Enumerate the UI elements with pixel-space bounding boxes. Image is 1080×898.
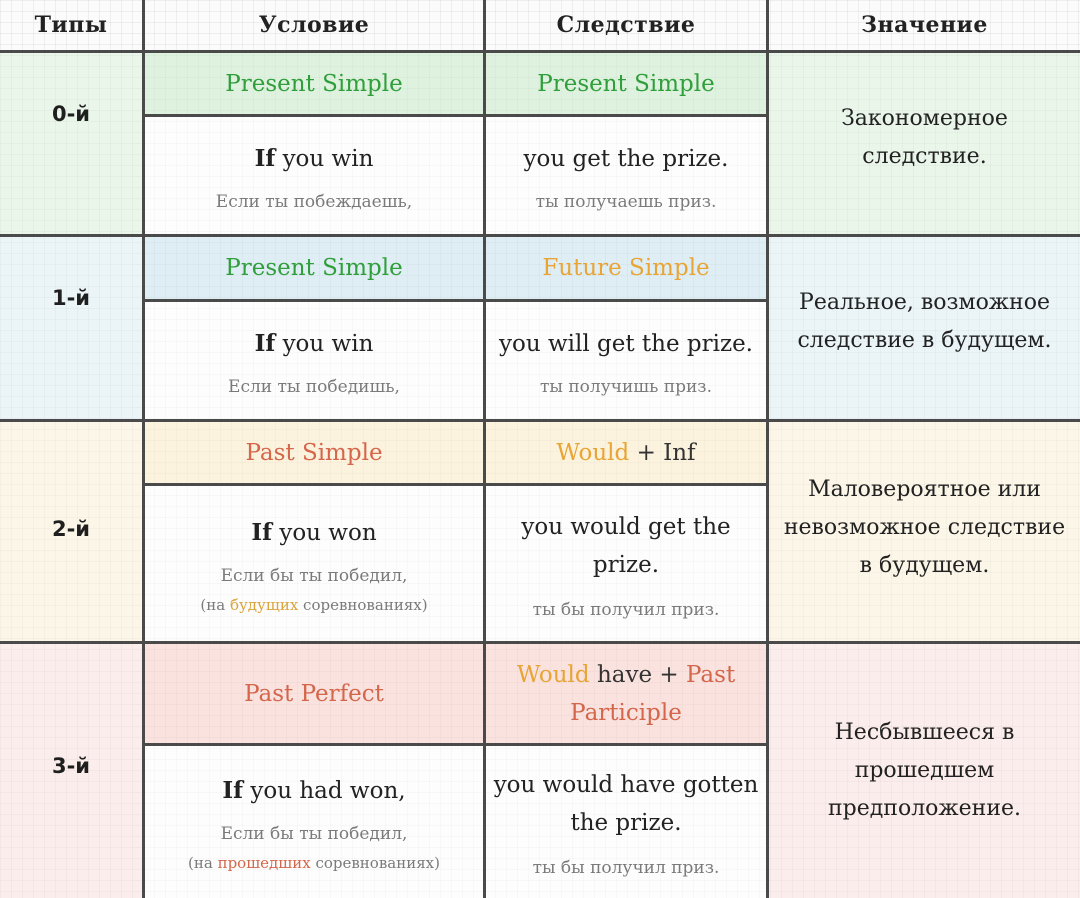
type-1-label: 1-й bbox=[51, 286, 91, 310]
row3-consequence-example bbox=[486, 746, 769, 898]
row2-would: Would bbox=[556, 439, 630, 466]
header-condition-label: Условие bbox=[258, 12, 370, 38]
row3-condition-ru: Если бы ты победил, bbox=[220, 824, 408, 844]
header-consequence-label: Следствие bbox=[556, 12, 696, 38]
row2-condition-en bbox=[251, 514, 376, 552]
header-meaning bbox=[769, 0, 1080, 53]
row0-condition-example bbox=[145, 117, 486, 237]
row0-consequence-example bbox=[486, 117, 769, 237]
row0-consequence-tense-label: Present Simple bbox=[537, 70, 715, 97]
row3-condition-text: you had won, bbox=[250, 778, 406, 804]
row1-condition-en bbox=[255, 325, 374, 363]
row0-condition-ru: Если ты побеждаешь, bbox=[215, 191, 413, 212]
row1-if-word: If bbox=[254, 329, 276, 357]
row0-consequence-en: you get the prize. bbox=[523, 145, 729, 172]
row0-if-word: If bbox=[254, 144, 276, 172]
row2-condition-note bbox=[200, 596, 427, 614]
row3-consequence-tense-line1 bbox=[517, 656, 735, 694]
row2-meaning bbox=[769, 422, 1080, 644]
row2-consequence-en-line1: you would get the bbox=[521, 513, 731, 540]
row3-condition-note bbox=[188, 854, 440, 872]
header-types bbox=[0, 0, 145, 53]
row3-meaning-line1: Несбывшееся в bbox=[834, 720, 1015, 745]
row2-meaning-line1: Маловероятное или bbox=[808, 476, 1041, 502]
header-condition bbox=[145, 0, 486, 53]
row1-condition-tense-label: Present Simple bbox=[225, 255, 403, 281]
row0-meaning bbox=[769, 53, 1080, 237]
row1-condition-text: you win bbox=[282, 330, 374, 357]
row2-consequence-tense-label bbox=[556, 434, 695, 472]
row1-meaning-line2: следствие в будущем. bbox=[797, 328, 1052, 353]
row0-consequence-tense bbox=[486, 53, 769, 117]
row1-condition-example bbox=[145, 302, 486, 422]
row1-consequence-example bbox=[486, 302, 769, 422]
type-2-label: 2-й bbox=[51, 516, 91, 541]
row3-if-word: If bbox=[222, 777, 244, 804]
row1-consequence-tense bbox=[486, 237, 769, 302]
row3-meaning bbox=[769, 644, 1080, 898]
row1-meaning-line1: Реальное, возможное bbox=[799, 290, 1050, 315]
row3-consequence-ru: ты бы получил приз. bbox=[532, 858, 720, 878]
row2-meaning-line2: невозможное следствие bbox=[783, 514, 1066, 540]
type-2 bbox=[0, 422, 145, 644]
row3-consequence-en-line1: you would have gotten bbox=[493, 772, 759, 798]
row3-note-highlight: прошедших bbox=[217, 854, 311, 872]
row0-condition-text: you win bbox=[282, 145, 374, 172]
row2-condition-tense bbox=[145, 422, 486, 486]
row2-note-highlight: будущих bbox=[229, 595, 299, 614]
type-1 bbox=[0, 237, 145, 422]
row2-if-word: If bbox=[251, 518, 273, 546]
row1-consequence-ru: ты получишь приз. bbox=[540, 376, 712, 397]
row3-would: Would bbox=[516, 661, 590, 688]
row1-condition-tense bbox=[145, 237, 486, 302]
type-0-label: 0-й bbox=[51, 101, 91, 126]
row2-plus-inf: + Inf bbox=[636, 439, 696, 466]
row2-condition-example bbox=[145, 486, 486, 644]
row3-have-plus: have + bbox=[596, 661, 679, 688]
type-0 bbox=[0, 53, 145, 237]
row2-consequence-en-line2: prize. bbox=[592, 551, 660, 578]
row2-note-before: (на bbox=[200, 595, 230, 614]
row3-condition-tense bbox=[145, 644, 486, 746]
row2-condition-text: you won bbox=[279, 519, 377, 546]
row3-meaning-line3: предположение. bbox=[827, 796, 1022, 821]
row0-meaning-line2: следствие. bbox=[862, 143, 987, 169]
row2-consequence-en bbox=[521, 508, 730, 584]
row3-consequence-tense bbox=[486, 644, 769, 746]
row3-note-before: (на bbox=[188, 854, 218, 872]
row2-consequence-ru: ты бы получил приз. bbox=[532, 599, 720, 620]
row1-consequence-en: you will get the prize. bbox=[498, 330, 753, 357]
type-3-label: 3-й bbox=[51, 754, 91, 778]
row3-condition-tense-label: Past Perfect bbox=[244, 680, 384, 707]
row2-condition-tense-label: Past Simple bbox=[245, 439, 383, 466]
row0-condition-en bbox=[255, 140, 374, 178]
row3-participle: Participle bbox=[570, 699, 682, 726]
row0-condition-tense bbox=[145, 53, 486, 117]
row2-note-after: соревнованиях) bbox=[298, 595, 428, 614]
row2-condition-ru: Если бы ты победил, bbox=[220, 565, 408, 586]
row0-meaning-line1: Закономерное bbox=[841, 105, 1008, 131]
header-consequence bbox=[486, 0, 769, 53]
row3-consequence-en bbox=[494, 766, 759, 842]
row2-consequence-tense bbox=[486, 422, 769, 486]
header-types-label: Типы bbox=[34, 12, 108, 38]
header-meaning-label: Значение bbox=[861, 12, 988, 38]
row3-condition-en bbox=[222, 772, 405, 810]
type-3 bbox=[0, 644, 145, 898]
row3-past: Past bbox=[685, 661, 736, 688]
row0-consequence-ru: ты получаешь приз. bbox=[535, 191, 717, 212]
row3-consequence-en-line2: the prize. bbox=[570, 810, 682, 836]
row0-condition-tense-label: Present Simple bbox=[225, 70, 403, 97]
row2-consequence-example bbox=[486, 486, 769, 644]
row3-note-after: соревнованиях) bbox=[310, 854, 440, 872]
row1-consequence-tense-label: Future Simple bbox=[542, 255, 710, 281]
row1-meaning bbox=[769, 237, 1080, 422]
row1-condition-ru: Если ты победишь, bbox=[228, 376, 400, 397]
row3-condition-example bbox=[145, 746, 486, 898]
row2-meaning-line3: в будущем. bbox=[859, 552, 990, 578]
row3-meaning-line2: прошедшем bbox=[854, 758, 995, 783]
